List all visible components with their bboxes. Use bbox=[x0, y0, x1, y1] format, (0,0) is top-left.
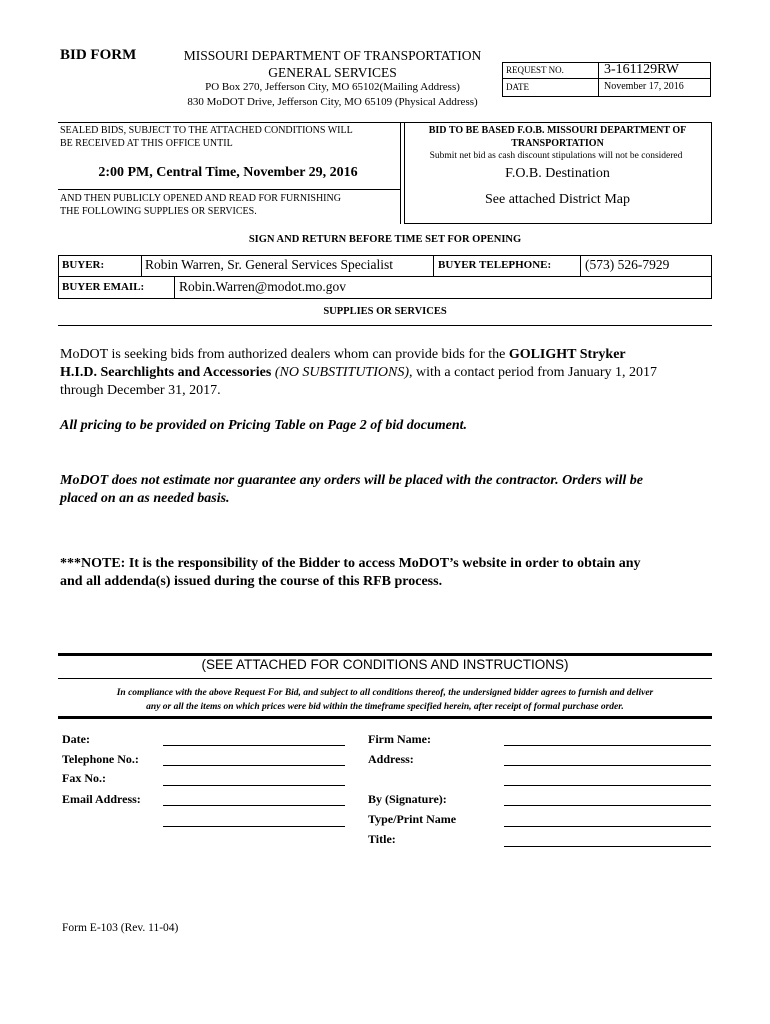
title-field-label: Title: bbox=[368, 832, 396, 846]
fob-note: Submit net bid as cash discount stipulations will not be considered bbox=[429, 151, 683, 161]
firm-field[interactable] bbox=[504, 745, 711, 746]
firm-field-label: Firm Name: bbox=[368, 732, 431, 746]
p1-f: through December 31, 2017. bbox=[60, 383, 221, 398]
compliance-statement bbox=[58, 686, 712, 714]
email-field[interactable] bbox=[163, 805, 345, 806]
request-no-value: 3-161129RW bbox=[604, 62, 679, 77]
address-field[interactable] bbox=[504, 765, 711, 766]
conditions-bottom-rule bbox=[58, 716, 712, 719]
orders-note bbox=[60, 472, 720, 508]
fax-field-label: Fax No.: bbox=[62, 771, 106, 785]
address-physical: 830 MoDOT Drive, Jefferson City, MO 65109 (Physical Address) bbox=[187, 96, 478, 108]
buyer-phone: (573) 526-7929 bbox=[585, 257, 670, 272]
buyer-name: Robin Warren, Sr. General Services Specialist bbox=[145, 257, 393, 272]
signature-field[interactable] bbox=[504, 805, 711, 806]
title-field[interactable] bbox=[504, 846, 711, 847]
email-field-extra[interactable] bbox=[163, 826, 345, 827]
address-field-line2[interactable] bbox=[504, 785, 711, 786]
description-paragraph bbox=[60, 346, 720, 400]
date-value: November 17, 2016 bbox=[604, 81, 684, 92]
no-substitutions: (NO SUBSTITUTIONS) bbox=[271, 365, 409, 380]
agency-address bbox=[150, 80, 515, 110]
fob-destination: F.O.B. Destination bbox=[505, 166, 610, 181]
fax-field[interactable] bbox=[163, 785, 345, 786]
p1-a: MoDOT is seeking bids from authorized dealers whom can provide bids for the bbox=[60, 347, 509, 362]
telephone-field[interactable] bbox=[163, 765, 345, 766]
form-title: BID FORM bbox=[60, 47, 137, 63]
print-name-field-label: Type/Print Name bbox=[368, 812, 457, 826]
bid-deadline: 2:00 PM, Central Time, November 29, 2016 bbox=[98, 165, 358, 180]
agency-line1: MISSOURI DEPARTMENT OF TRANSPORTATION bbox=[183, 48, 482, 63]
agency-line2: GENERAL SERVICES bbox=[268, 65, 397, 80]
conditions-top-rule bbox=[58, 653, 712, 656]
sign-return-notice: SIGN AND RETURN BEFORE TIME SET FOR OPENING bbox=[248, 234, 522, 245]
fob-heading-line2: TRANSPORTATION bbox=[511, 138, 604, 149]
request-no-label: REQUEST NO. bbox=[506, 65, 564, 75]
product-line: H.I.D. Searchlights and Accessories bbox=[60, 365, 272, 380]
buyer-phone-label: BUYER TELEPHONE: bbox=[438, 259, 552, 271]
conditions-heading: (SEE ATTACHED FOR CONDITIONS AND INSTRUCTIONS) bbox=[201, 657, 569, 672]
orders-line1: MoDOT does not estimate nor guarantee any orders will be placed with the contractor. Orders will be bbox=[60, 473, 643, 488]
signature-field-label: By (Signature): bbox=[368, 792, 447, 806]
opened-line1: AND THEN PUBLICLY OPENED AND READ FOR FURNISHING bbox=[60, 193, 341, 204]
address-mailing: PO Box 270, Jefferson City, MO 65102(Mailing Address) bbox=[205, 81, 460, 93]
addenda-note bbox=[60, 555, 720, 591]
buyer-label: BUYER: bbox=[62, 259, 105, 271]
agency-name bbox=[160, 47, 505, 81]
product-name: GOLIGHT Stryker bbox=[508, 347, 626, 362]
email-field-label: Email Address: bbox=[62, 792, 141, 806]
telephone-field-label: Telephone No.: bbox=[62, 752, 139, 766]
opened-text bbox=[60, 192, 341, 218]
date-field-label: Date: bbox=[62, 732, 90, 746]
addenda-line1: ***NOTE: It is the responsibility of the Bidder to access MoDOT’s website in order to obtain any bbox=[60, 556, 641, 571]
compliance-line2: any or all the items on which prices were bid within the timeframe specified herein, after receipt of formal purchase order. bbox=[146, 702, 624, 712]
buyer-email-label: BUYER EMAIL: bbox=[62, 281, 145, 293]
sealed-bids-text bbox=[60, 124, 353, 150]
buyer-email[interactable]: Robin.Warren@modot.mo.gov bbox=[179, 279, 346, 294]
addenda-line2: and all addenda(s) issued during the course of this RFB process. bbox=[60, 574, 443, 589]
fob-heading bbox=[404, 124, 711, 150]
district-map-note: See attached District Map bbox=[484, 192, 630, 207]
supplies-heading: SUPPLIES OR SERVICES bbox=[323, 306, 447, 317]
sealed-line1: SEALED BIDS, SUBJECT TO THE ATTACHED CONDITIONS WILL bbox=[60, 125, 353, 136]
opened-line2: THE FOLLOWING SUPPLIES OR SERVICES. bbox=[60, 206, 257, 217]
form-number: Form E-103 (Rev. 11-04) bbox=[62, 922, 179, 934]
address-field-label: Address: bbox=[368, 752, 414, 766]
sealed-line2: BE RECEIVED AT THIS OFFICE UNTIL bbox=[60, 138, 233, 149]
date-field[interactable] bbox=[163, 745, 345, 746]
pricing-note: All pricing to be provided on Pricing Table on Page 2 of bid document. bbox=[60, 418, 468, 433]
fob-heading-line1: BID TO BE BASED F.O.B. MISSOURI DEPARTMENT OF bbox=[428, 125, 687, 136]
compliance-line1: In compliance with the above Request For Bid, and subject to all conditions thereof, the undersigned bidder agrees to furnish and deliver bbox=[116, 688, 654, 698]
orders-line2: placed on an as needed basis. bbox=[60, 491, 230, 506]
print-name-field[interactable] bbox=[504, 826, 711, 827]
date-label: DATE bbox=[506, 82, 529, 92]
p1-e: , with a contact period from January 1, 2017 bbox=[409, 365, 658, 380]
